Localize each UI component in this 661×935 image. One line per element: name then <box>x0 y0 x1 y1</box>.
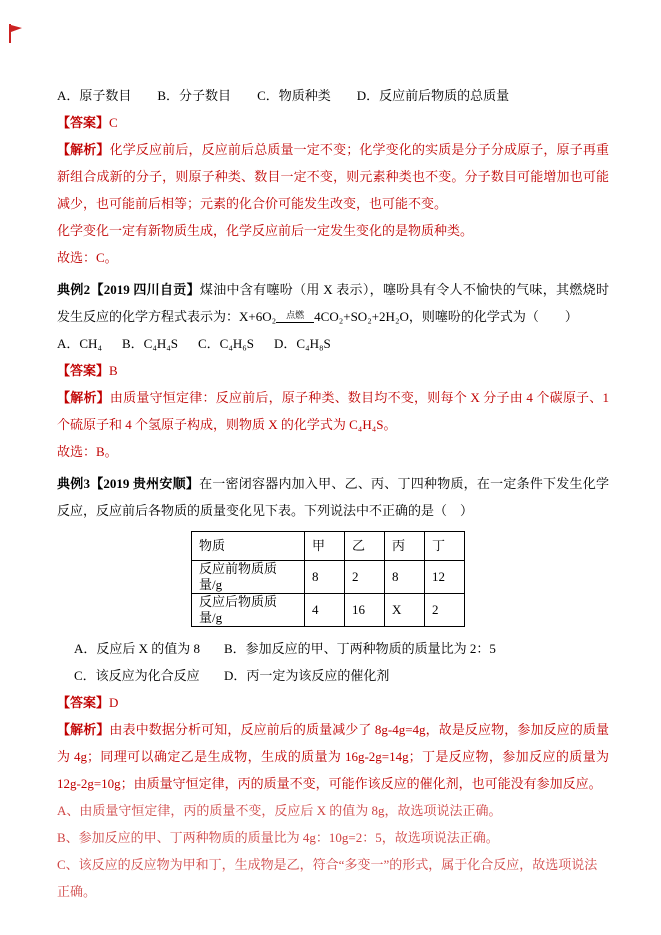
q1-option-d: D．反应前后物质的总质量 <box>356 88 510 103</box>
answer-label: 【答案】 <box>57 115 110 130</box>
cell: 12 <box>425 561 465 594</box>
red-flag-icon <box>8 24 23 43</box>
cell: 8 <box>305 561 345 594</box>
q2-options-row <box>57 330 609 357</box>
cell: 4 <box>305 594 345 627</box>
q3-option-a: A．反应后 X 的值为 8 <box>74 641 201 656</box>
q3-analysis-text: 由表中数据分析可知，反应前后的质量减少了 8g-4g=4g，故是反应物，参加反应的质量为 4g；同理可以确定乙是生成物，生成的质量为 16g-2g=14g；丁是反应物，参加反应的质量为 12g-2g=10g；由质量守恒定律，丙的质量不变，可能作该反应的催化剂，也可能没有参加反应。 <box>57 722 609 791</box>
q1-analysis-paragraph-2 <box>57 217 609 244</box>
q2-answer-value: B <box>109 363 118 378</box>
document-content <box>57 82 609 905</box>
analysis-label: 【解析】 <box>57 722 110 737</box>
analysis-label: 【解析】 <box>57 142 110 157</box>
q1-analysis-text: 化学反应前后，反应前后总质量一定不变；化学变化的实质是分子分成原子，原子再重新组合成新的分子，则原子种类、数目一定不变，则元素种类也不变。分子数目可能增加也可能减少，也可能前后相等；元素的化合价可能发生改变，也可能不变。 <box>57 142 609 211</box>
q1-options-row <box>57 82 609 109</box>
q3-option-analysis-b: B、参加反应的甲、丁两种物质的质量比为 4g：10g=2：5，故选项说法正确。 <box>57 830 499 845</box>
q3-option-c: C．该反应为化合反应 <box>74 668 200 683</box>
q2-equation-prefix: 化学方程式表示为：X+6O₂ <box>122 309 277 324</box>
cell: 2 <box>425 594 465 627</box>
analysis-label: 【解析】 <box>57 390 110 405</box>
q3-option-analysis-a: A、由质量守恒定律，丙的质量不变，反应后 X 的值为 8g，故选项说法正确。 <box>57 803 502 818</box>
row-after-label: 反应后物质质量/g <box>192 594 305 627</box>
q3-title-text: 在一密闭容器内加入甲、乙、丙、丁四种物质，在一定条件下发生化学反应，反应前后各物质的质量变化见下表。下列说法中不正确的是（ ） <box>57 476 609 518</box>
q2-option-d: D．C₄H₈S <box>274 336 331 351</box>
q2-conclusion: 故选：B。 <box>57 444 118 459</box>
q1-option-a: A．原子数目 <box>57 88 132 103</box>
header-bing: 丙 <box>385 532 425 561</box>
q1-conclusion: 故选：C。 <box>57 250 118 265</box>
q3-option-b: B．参加反应的甲、丁两种物质的质量比为 2：5 <box>224 641 496 656</box>
answer-label: 【答案】 <box>57 363 110 378</box>
q2-title-text: 煤油中含有噻吩（用 X 表示），噻吩具有令人不愉快的气味，其燃烧时发生反应的 <box>57 282 609 324</box>
q3-analysis-paragraph <box>57 716 609 797</box>
q2-option-b: B．C₄H₄S <box>121 336 179 351</box>
q1-answer-line <box>57 109 609 136</box>
q2-equation-suffix: 4CO₂+SO₂+2H₂O，则噻吩的化学式为（ ） <box>314 309 578 324</box>
q3-answer-line <box>57 689 609 716</box>
q3-title-source: 典例3【2019 贵州安顺】 <box>57 476 200 491</box>
q3-option-analysis-c: C、该反应的反应物为甲和丁，生成物是乙，符合“多变一”的形式，属于化合反应，故选项说法正确。 <box>57 857 598 899</box>
q3-title-paragraph <box>57 470 609 524</box>
cell: X <box>385 594 425 627</box>
q1-option-b: B．分子数目 <box>157 88 232 103</box>
table-row <box>192 561 465 594</box>
reaction-condition-arrow <box>276 311 314 323</box>
table-row <box>192 594 465 627</box>
q3-option-d: D．丙一定为该反应的催化剂 <box>224 668 390 683</box>
q2-option-c: C．C₄H₆S <box>198 336 255 351</box>
q2-analysis-paragraph <box>57 384 609 438</box>
cell: 2 <box>345 561 385 594</box>
mass-table <box>191 531 465 627</box>
q2-answer-line <box>57 357 609 384</box>
q3-options-grid <box>57 635 609 689</box>
q1-analysis-paragraph <box>57 136 609 217</box>
answer-label: 【答案】 <box>57 695 110 710</box>
q2-option-a: A．CH₄ <box>57 336 102 351</box>
header-jia: 甲 <box>305 532 345 561</box>
q2-title-paragraph <box>57 276 609 330</box>
q3-answer-value: D <box>109 695 119 710</box>
header-ding: 丁 <box>425 532 465 561</box>
q2-analysis-text: 由质量守恒定律：反应前后，原子种类、数目均不变，则每个 X 分子由 4 个碳原子、1 个硫原子和 4 个氢原子构成，则物质 X 的化学式为 C₄H₄S。 <box>57 390 609 432</box>
q1-analysis-text-2: 化学变化一定有新物质生成，化学反应前后一定发生变化的是物质种类。 <box>57 223 474 238</box>
header-yi: 乙 <box>345 532 385 561</box>
q1-option-c: C．物质种类 <box>257 88 331 103</box>
header-substance: 物质 <box>192 532 305 561</box>
row-before-label: 反应前物质质量/g <box>192 561 305 594</box>
cell: 8 <box>385 561 425 594</box>
table-header-row <box>192 532 465 561</box>
q2-title-source: 典例2【2019 四川自贡】 <box>57 282 200 297</box>
cell: 16 <box>345 594 385 627</box>
reaction-condition-label: 点燃 <box>286 310 305 320</box>
q1-answer-value: C <box>109 115 118 130</box>
